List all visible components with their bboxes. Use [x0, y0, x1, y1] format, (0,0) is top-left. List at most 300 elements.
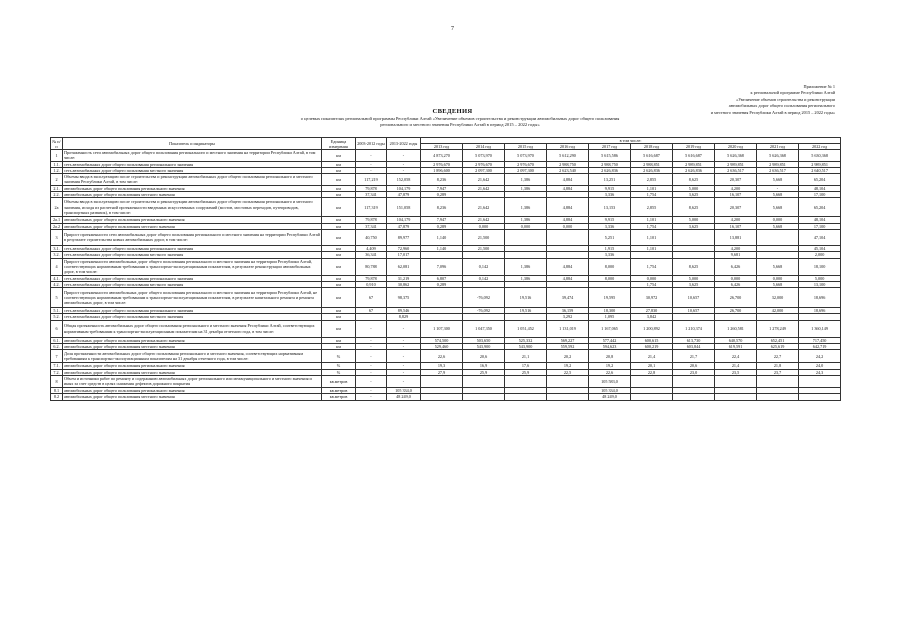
row-value-year: 65,204 — [799, 198, 841, 217]
row-value-year: 2 626,836 — [631, 167, 673, 173]
row-value-year: 2,855 — [631, 174, 673, 186]
row-number: 2.2. — [51, 192, 63, 198]
row-value-year: 5 616,687 — [673, 150, 715, 162]
row-value-year — [505, 229, 547, 245]
row-value-year: 3,336 — [589, 192, 631, 198]
row-value-year: 48,104 — [799, 185, 841, 191]
row-number: 2a — [51, 198, 63, 217]
row-value-year — [757, 229, 799, 245]
row-value-year: 26,700 — [715, 288, 757, 308]
row-value-year — [421, 394, 463, 400]
row-number: 8.1 — [51, 387, 63, 393]
row-value-year: 717,450 — [799, 337, 841, 343]
row-value-2013-2022: 104,179 — [387, 217, 421, 223]
row-value-year: 569,227 — [547, 337, 589, 343]
row-value-2013-2022: - — [387, 350, 421, 363]
row-value-2013-2022: 30,862 — [387, 281, 421, 287]
row-value-year: 2 097,300 — [463, 167, 505, 173]
row-value-year: 525,332 — [505, 337, 547, 343]
row-number: 7.2. — [51, 369, 63, 375]
row-value-year: 0,000 — [715, 275, 757, 281]
row-number: 2a.1 — [51, 217, 63, 223]
row-indicator: Прирост протяженности автомобильных дорог общего пользования регионального и местного значения на территории Республики Алтай, соответствующих нормативным требованиям к транспортно-эксплуатационным показателям, в результате реконструкции автомобильных дорог, в том числе: — [63, 258, 322, 275]
header-indicator: Показатель и индикаторы — [63, 138, 322, 150]
row-number: 7.1. — [51, 363, 63, 369]
row-number: 4 — [51, 258, 63, 275]
row-value-2013-2022: 8,829 — [387, 314, 421, 320]
row-value-2013-2022: 105 334,0 — [387, 387, 421, 393]
row-value-year: 2 626,836 — [589, 167, 631, 173]
row-value-year: 5 616,687 — [631, 150, 673, 162]
header-year: 2017 год — [589, 144, 631, 150]
row-unit: км — [322, 198, 356, 217]
row-number: 6 — [51, 320, 63, 337]
row-value-year: 16,107 — [715, 223, 757, 229]
row-indicator: Прирост протяженности автомобильных дорог общего пользования регионального и местного значения на территории Республики Алтай, не соответствующих нормативным требованиям к транспортно-эксплуатационным показателям, в результате капитального ремонта и ремонта автомобильных дорог, в том числе: — [63, 288, 322, 308]
row-indicator: Прирост протяженности сети автомобильных дорог общего пользования регионального и местного значения на территории Республики Алтай в результате строительства новых автомобильных дорог, в том числе: — [63, 229, 322, 245]
row-value-2003-2012: - — [356, 337, 387, 343]
row-value-year: 2 988,750 — [589, 161, 631, 167]
row-value-year: 18,696 — [799, 308, 841, 314]
row-value-year: 600,615 — [631, 337, 673, 343]
row-value-year: 13,153 — [589, 198, 631, 217]
row-unit: кв.метров — [322, 387, 356, 393]
row-value-year: 5,668 — [757, 174, 799, 186]
row-value-year: 3,625 — [673, 223, 715, 229]
row-unit: км — [322, 258, 356, 275]
row-unit: км — [322, 288, 356, 308]
row-value-year: 20,307 — [715, 174, 757, 186]
row-value-2003-2012: 79,878 — [356, 185, 387, 191]
row-value-year: 1,754 — [631, 223, 673, 229]
row-unit: км — [322, 161, 356, 167]
row-value-year: 9,681 — [715, 252, 757, 258]
row-value-year: 1 360,149 — [799, 320, 841, 337]
row-value-year: 0,000 — [505, 223, 547, 229]
row-value-year — [673, 229, 715, 245]
row-value-year: 543,900 — [463, 344, 505, 350]
row-value-year: 19,3 — [421, 363, 463, 369]
appendix-line: и местного значения Республики Алтай в период 2015 – 2022 годы» — [710, 109, 835, 115]
header-period-2003-2012: 2003-2012 годы — [356, 138, 387, 150]
row-value-year: 2 626,836 — [673, 167, 715, 173]
subtitle-line: о целевых показателях региональной программы Республики Алтай «Увеличение объемов строительства и реконструкции автомобильных дорог общего пользования — [300, 116, 620, 121]
row-value-2003-2012: 4,409 — [356, 245, 387, 251]
header-year: 2019 год — [673, 144, 715, 150]
row-value-year: 5,668 — [757, 258, 799, 275]
row-value-year: 619,591 — [715, 344, 757, 350]
row-value-year: 4 873,270 — [421, 150, 463, 162]
row-indicator: Доля протяженности автомобильных дорог общего пользования регионального и местного значения, соответствующих нормативным требованиям к транспортно-эксплуатационным показателям на 31 декабря отчетного года, в том числе: — [63, 350, 322, 363]
row-value-year: 1 047,350 — [463, 320, 505, 337]
row-value-year: 21,8 — [757, 363, 799, 369]
row-value-2013-2022: - — [387, 369, 421, 375]
row-value-2013-2022: 89,977 — [387, 229, 421, 245]
row-value-year: 1 051,452 — [505, 320, 547, 337]
row-number: 8 — [51, 375, 63, 387]
row-value-year: 39,474 — [547, 288, 589, 308]
row-value-year: 5,000 — [799, 275, 841, 281]
appendix-line: автомобильных дорог общего пользования регионального — [728, 103, 835, 109]
row-value-year: 19,516 — [505, 308, 547, 314]
row-value-year: 5 612,290 — [547, 150, 589, 162]
row-value-year: 0,000 — [757, 275, 799, 281]
row-value-year — [715, 375, 757, 387]
row-value-year: 2 988,750 — [547, 161, 589, 167]
row-number: 3 — [51, 229, 63, 245]
row-value-year: 25,9 — [505, 369, 547, 375]
row-value-year: 0,000 — [631, 275, 673, 281]
row-indicator: сеть автомобильных дорог общего пользования регионального значения — [63, 308, 322, 314]
row-value-year: 0,000 — [547, 223, 589, 229]
row-value-year: 1,386 — [505, 185, 547, 191]
row-value-year — [757, 394, 799, 400]
row-unit: км — [322, 320, 356, 337]
row-number: 1 — [51, 150, 63, 162]
row-value-year: 594,623 — [589, 344, 631, 350]
row-value-2013-2022: 48 249,0 — [387, 394, 421, 400]
row-value-year: 23,0 — [673, 369, 715, 375]
row-value-2003-2012: - — [356, 387, 387, 393]
row-unit: км — [322, 150, 356, 162]
row-indicator: автомобильных дорог общего пользования регионального значения — [63, 387, 322, 393]
row-value-2003-2012: - — [356, 320, 387, 337]
row-value-year: 2 623,540 — [547, 167, 589, 173]
header-including: в том числе: — [421, 138, 841, 144]
row-value-year: 6,426 — [715, 281, 757, 287]
row-number: 5 — [51, 288, 63, 308]
row-value-year: 503,650 — [463, 337, 505, 343]
row-value-year — [463, 375, 505, 387]
row-unit: км — [322, 185, 356, 191]
row-value-year: 9,915 — [589, 185, 631, 191]
row-value-year: 36,159 — [547, 308, 589, 314]
row-value-year — [757, 375, 799, 387]
row-value-year: 16,107 — [715, 192, 757, 198]
row-value-year: -76,092 — [463, 288, 505, 308]
row-value-year: 22,7 — [757, 350, 799, 363]
row-unit: % — [322, 363, 356, 369]
row-value-year: 32,000 — [757, 288, 799, 308]
row-indicator: сеть автомобильных дорог общего пользования регионального значения — [63, 275, 322, 281]
row-indicator: Объемы ввода в эксплуатацию после строительства и реконструкции автомобильных дорог общего пользования регионального и местного значения, исходя из расчетной протяженности введенных искусственных сооружений (мостов, мостовых переходов, путепроводов, транспортных развязок), в том числе: — [63, 198, 322, 217]
row-value-year: 1,101 — [631, 185, 673, 191]
row-value-2003-2012: 79,878 — [356, 275, 387, 281]
row-value-year: 9,915 — [589, 217, 631, 223]
row-value-year: 1 107,300 — [421, 320, 463, 337]
row-value-year: 30,972 — [631, 288, 673, 308]
row-value-year: 19,2 — [589, 363, 631, 369]
row-value-year: 27,9 — [421, 369, 463, 375]
row-value-year: 1 210,374 — [673, 320, 715, 337]
table-row — [51, 375, 841, 387]
row-value-year — [421, 375, 463, 387]
row-value-year: 18,100 — [799, 258, 841, 275]
page-number: 7 — [451, 26, 454, 32]
row-value-year: 2 640,517 — [799, 167, 841, 173]
row-value-year: 1 278,249 — [757, 320, 799, 337]
row-value-year — [673, 394, 715, 400]
row-value-year: 26,700 — [715, 308, 757, 314]
row-value-year: 18,696 — [799, 288, 841, 308]
row-indicator: сеть автомобильных дорог общего пользования местного значения — [63, 314, 322, 320]
header-year: 2021 год — [757, 144, 799, 150]
row-value-year: 1 131,019 — [547, 320, 589, 337]
row-value-year: 600,219 — [631, 344, 673, 350]
row-value-year: 13,881 — [715, 229, 757, 245]
table-row — [51, 174, 841, 186]
row-number: 5.1. — [51, 308, 63, 314]
row-value-year: 1,754 — [631, 258, 673, 275]
row-value-2003-2012: 40,750 — [356, 229, 387, 245]
row-value-year: 24,3 — [799, 369, 841, 375]
row-value-year: 5,000 — [673, 275, 715, 281]
row-value-year: 5,668 — [757, 198, 799, 217]
row-value-year: 1,095 — [589, 314, 631, 320]
row-unit: км — [322, 344, 356, 350]
header-unit: Единица измерения — [322, 138, 356, 150]
row-value-2003-2012: - — [356, 375, 387, 387]
row-value-year: 19,516 — [505, 288, 547, 308]
row-value-year: 1,386 — [505, 258, 547, 275]
row-value-year: 24,2 — [799, 350, 841, 363]
row-value-year: 4,884 — [547, 174, 589, 186]
row-value-2013-2022: 152,058 — [387, 174, 421, 186]
row-indicator: автомобильных дорог общего пользования местного значения — [63, 369, 322, 375]
row-value-year: 21,1 — [505, 350, 547, 363]
row-number: 1.1. — [51, 161, 63, 167]
row-value-2013-2022: - — [387, 344, 421, 350]
row-value-2013-2022: - — [387, 363, 421, 369]
row-value-year: 2 989,851 — [757, 161, 799, 167]
row-value-2003-2012: - — [356, 394, 387, 400]
row-value-year: 0,000 — [757, 217, 799, 223]
row-value-2003-2012: - — [356, 167, 387, 173]
row-value-year: 8,236 — [421, 198, 463, 217]
row-value-year: 0,289 — [421, 223, 463, 229]
row-value-year: 105 334,0 — [589, 387, 631, 393]
row-value-year: 0,142 — [463, 258, 505, 275]
row-number: 3.1. — [51, 245, 63, 251]
row-value-year: 5,668 — [757, 281, 799, 287]
row-value-2013-2022: - — [387, 161, 421, 167]
row-value-year: 21,500 — [463, 229, 505, 245]
row-value-2003-2012: 67 — [356, 288, 387, 308]
row-value-year: 5,000 — [673, 217, 715, 223]
row-value-year: 3,625 — [673, 281, 715, 287]
table-row — [51, 258, 841, 275]
subtitle-line: регионального и местного значения Республики Алтай в период 2015 – 2022 годы» — [380, 122, 540, 128]
row-value-2013-2022: - — [387, 320, 421, 337]
row-value-year: 1,386 — [505, 275, 547, 281]
row-unit: км — [322, 337, 356, 343]
header-year: 2013 год — [421, 144, 463, 150]
row-value-year: - — [757, 185, 799, 191]
row-unit: % — [322, 369, 356, 375]
row-value-year: 1,101 — [631, 229, 673, 245]
row-value-year: 10,657 — [673, 288, 715, 308]
row-value-year: 22,6 — [589, 369, 631, 375]
row-value-year: 2 976,670 — [421, 161, 463, 167]
row-value-year: 625,619 — [757, 344, 799, 350]
row-value-year: 48 249,0 — [589, 394, 631, 400]
row-indicator: сеть автомобильных дорог общего пользования местного значения — [63, 252, 322, 258]
row-unit: кв.метров — [322, 394, 356, 400]
row-value-2003-2012: - — [356, 161, 387, 167]
row-value-year — [505, 375, 547, 387]
row-value-year: 1,140 — [421, 245, 463, 251]
row-unit: км — [322, 252, 356, 258]
row-value-2003-2012: 117,219 — [356, 174, 387, 186]
row-indicator: сеть автомобильных дорог общего пользования регионального значения — [63, 245, 322, 251]
row-value-year: 2,855 — [631, 198, 673, 217]
row-value-year: 22,5 — [547, 369, 589, 375]
row-value-year: -76,092 — [463, 308, 505, 314]
row-value-year: 2 636,517 — [757, 167, 799, 173]
row-number: 6.1. — [51, 337, 63, 343]
row-number: 3.2. — [51, 252, 63, 258]
row-value-year: 2 976,670 — [505, 161, 547, 167]
table-row — [51, 394, 841, 400]
row-indicator: сеть автомобильных дорог общего пользования местного значения — [63, 281, 322, 287]
row-value-year: 13,100 — [799, 281, 841, 287]
row-value-year: 8,625 — [673, 258, 715, 275]
row-unit: км — [322, 174, 356, 186]
header-year: 2018 год — [631, 144, 673, 150]
row-unit: км — [322, 167, 356, 173]
row-value-year: 4,884 — [547, 198, 589, 217]
row-value-2003-2012: 67 — [356, 308, 387, 314]
row-value-year — [799, 394, 841, 400]
row-indicator: автомобильных дорог общего пользования регионального значения — [63, 217, 322, 223]
appendix-line: «Увеличение объемов строительства и реконструкции — [736, 96, 835, 102]
row-value-year: 2 636,517 — [715, 167, 757, 173]
row-value-year: 17,100 — [799, 223, 841, 229]
row-value-year: 2 097,300 — [505, 167, 547, 173]
row-unit: км — [322, 314, 356, 320]
row-value-year: 5,251 — [589, 229, 631, 245]
row-value-year: 4,884 — [547, 185, 589, 191]
row-value-year: 25,9 — [463, 369, 505, 375]
row-value-year: 5 626,368 — [757, 150, 799, 162]
header-year: 2016 год — [547, 144, 589, 150]
row-value-2013-2022: 151,058 — [387, 198, 421, 217]
row-value-year — [547, 394, 589, 400]
row-value-2003-2012: - — [356, 350, 387, 363]
row-value-year: 7,096 — [421, 258, 463, 275]
row-value-2013-2022: 98,375 — [387, 288, 421, 308]
row-value-year: 22,4 — [715, 350, 757, 363]
row-unit: км — [322, 223, 356, 229]
row-value-year: 6,807 — [421, 275, 463, 281]
row-value-year: 613,730 — [673, 337, 715, 343]
row-indicator: сеть автомобильных дорог общего пользования регионального значения — [63, 161, 322, 167]
row-value-year: 7,947 — [421, 217, 463, 223]
row-value-year: 0,000 — [463, 223, 505, 229]
row-value-year: 8,000 — [589, 275, 631, 281]
row-value-year: 1,754 — [631, 281, 673, 287]
row-value-year: 19,2 — [547, 363, 589, 369]
row-value-year: 8,000 — [589, 258, 631, 275]
row-value-year: 1,386 — [505, 217, 547, 223]
row-unit: км — [322, 275, 356, 281]
row-value-year — [463, 394, 505, 400]
row-value-year: 1,101 — [631, 245, 673, 251]
row-value-year: 1,386 — [505, 198, 547, 217]
row-number: 6.2. — [51, 344, 63, 350]
row-value-year: 577,442 — [589, 337, 631, 343]
row-value-year: 47,104 — [799, 229, 841, 245]
row-number: 4.1. — [51, 275, 63, 281]
row-value-year — [799, 375, 841, 387]
row-value-2013-2022: 72,960 — [387, 245, 421, 251]
row-value-year: 642,719 — [799, 344, 841, 350]
row-number: 4.2. — [51, 281, 63, 287]
table-row — [51, 229, 841, 245]
row-value-year: 5 630,368 — [799, 150, 841, 162]
row-number: 1.2. — [51, 167, 63, 173]
row-value-year: 2 989,851 — [799, 161, 841, 167]
row-value-year: 13,251 — [589, 174, 631, 186]
row-value-year: 5,000 — [673, 185, 715, 191]
row-value-2013-2022: 47,879 — [387, 192, 421, 198]
header-year: 2015 год — [505, 144, 547, 150]
row-indicator: автомобильных дорог общего пользования местного значения — [63, 192, 322, 198]
row-value-year: 8,625 — [673, 198, 715, 217]
row-number: 7 — [51, 350, 63, 363]
row-value-year — [547, 229, 589, 245]
row-value-year: 5 615,586 — [589, 150, 631, 162]
row-number: 2a.2 — [51, 223, 63, 229]
row-value-2003-2012: 117,319 — [356, 198, 387, 217]
row-value-2013-2022: - — [387, 375, 421, 387]
appendix-line: к региональной программе Республики Алтай — [750, 90, 835, 96]
row-value-year: 8,236 — [421, 174, 463, 186]
row-value-2003-2012: 80,788 — [356, 258, 387, 275]
row-value-2013-2022: 31,219 — [387, 275, 421, 281]
row-indicator: автомобильных дорог общего пользования местного значения — [63, 223, 322, 229]
row-value-year — [631, 394, 673, 400]
row-value-year: 3,842 — [631, 314, 673, 320]
row-unit: % — [322, 350, 356, 363]
row-value-year — [673, 375, 715, 387]
row-value-year: 21,500 — [463, 245, 505, 251]
row-value-2003-2012: - — [356, 369, 387, 375]
row-value-year — [715, 394, 757, 400]
row-value-year: 16,9 — [463, 363, 505, 369]
row-value-year: 45,104 — [799, 245, 841, 251]
row-value-year: 559,592 — [547, 344, 589, 350]
table-row — [51, 350, 841, 363]
row-value-year: 21,642 — [463, 185, 505, 191]
row-value-year: 21,4 — [631, 350, 673, 363]
row-value-year — [421, 288, 463, 308]
row-value-year: 5 073,970 — [505, 150, 547, 162]
row-unit: кв.метров — [322, 375, 356, 387]
header-number: № п/п — [52, 138, 61, 149]
row-value-year: 21,7 — [673, 350, 715, 363]
row-value-year: 3,292 — [547, 314, 589, 320]
row-value-year: 529,460 — [421, 344, 463, 350]
row-indicator: автомобильных дорог общего пользования местного значения — [63, 394, 322, 400]
row-unit: км — [322, 308, 356, 314]
row-unit: км — [322, 217, 356, 223]
row-value-year: 652,451 — [757, 337, 799, 343]
row-value-year: 2 989,851 — [715, 161, 757, 167]
row-unit: км — [322, 281, 356, 287]
row-value-year: 27,830 — [631, 308, 673, 314]
table-row — [51, 150, 841, 162]
